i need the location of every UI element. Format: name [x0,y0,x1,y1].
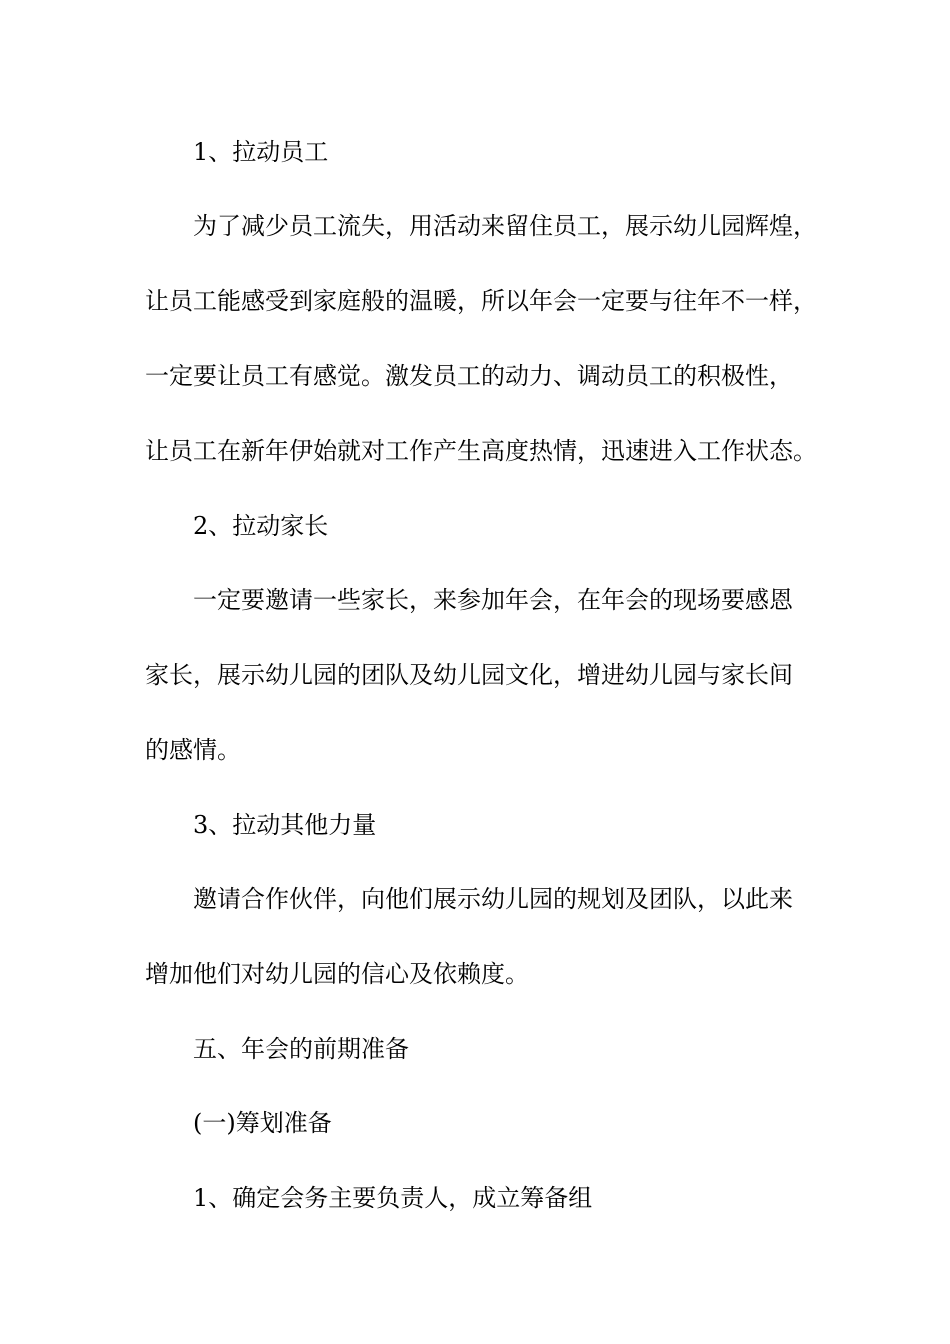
paragraph-line: 为了减少员工流失，用活动来留住员工，展示幼儿园辉煌， [193,212,817,240]
heading-1-engage-staff: 1、拉动员工 [193,138,329,166]
heading-2-engage-parents: 2、拉动家长 [193,512,329,540]
paragraph-line: 邀请合作伙伴，向他们展示幼儿园的规划及团队，以此来 [193,885,793,913]
paragraph-line: 家长，展示幼儿园的团队及幼儿园文化，增进幼儿园与家长间 [145,661,793,689]
heading-3-engage-other-forces: 3、拉动其他力量 [193,811,377,839]
paragraph-line: 让员工在新年伊始就对工作产生高度热情，迅速进入工作状态。 [145,437,817,465]
paragraph-line: 一定要让员工有感觉。激发员工的动力、调动员工的积极性， [145,362,793,390]
section-heading-preparation: 五、年会的前期准备 [193,1035,409,1063]
paragraph-line: 增加他们对幼儿园的信心及依赖度。 [145,960,529,988]
subsection-heading-planning: (一)筹划准备 [193,1109,332,1137]
list-item-heading: 1、确定会务主要负责人，成立筹备组 [193,1184,593,1212]
paragraph-line: 的感情。 [145,736,241,764]
paragraph-line: 让员工能感受到家庭般的温暖，所以年会一定要与往年不一样， [145,287,817,315]
paragraph-line: 一定要邀请一些家长，来参加年会，在年会的现场要感恩 [193,586,793,614]
